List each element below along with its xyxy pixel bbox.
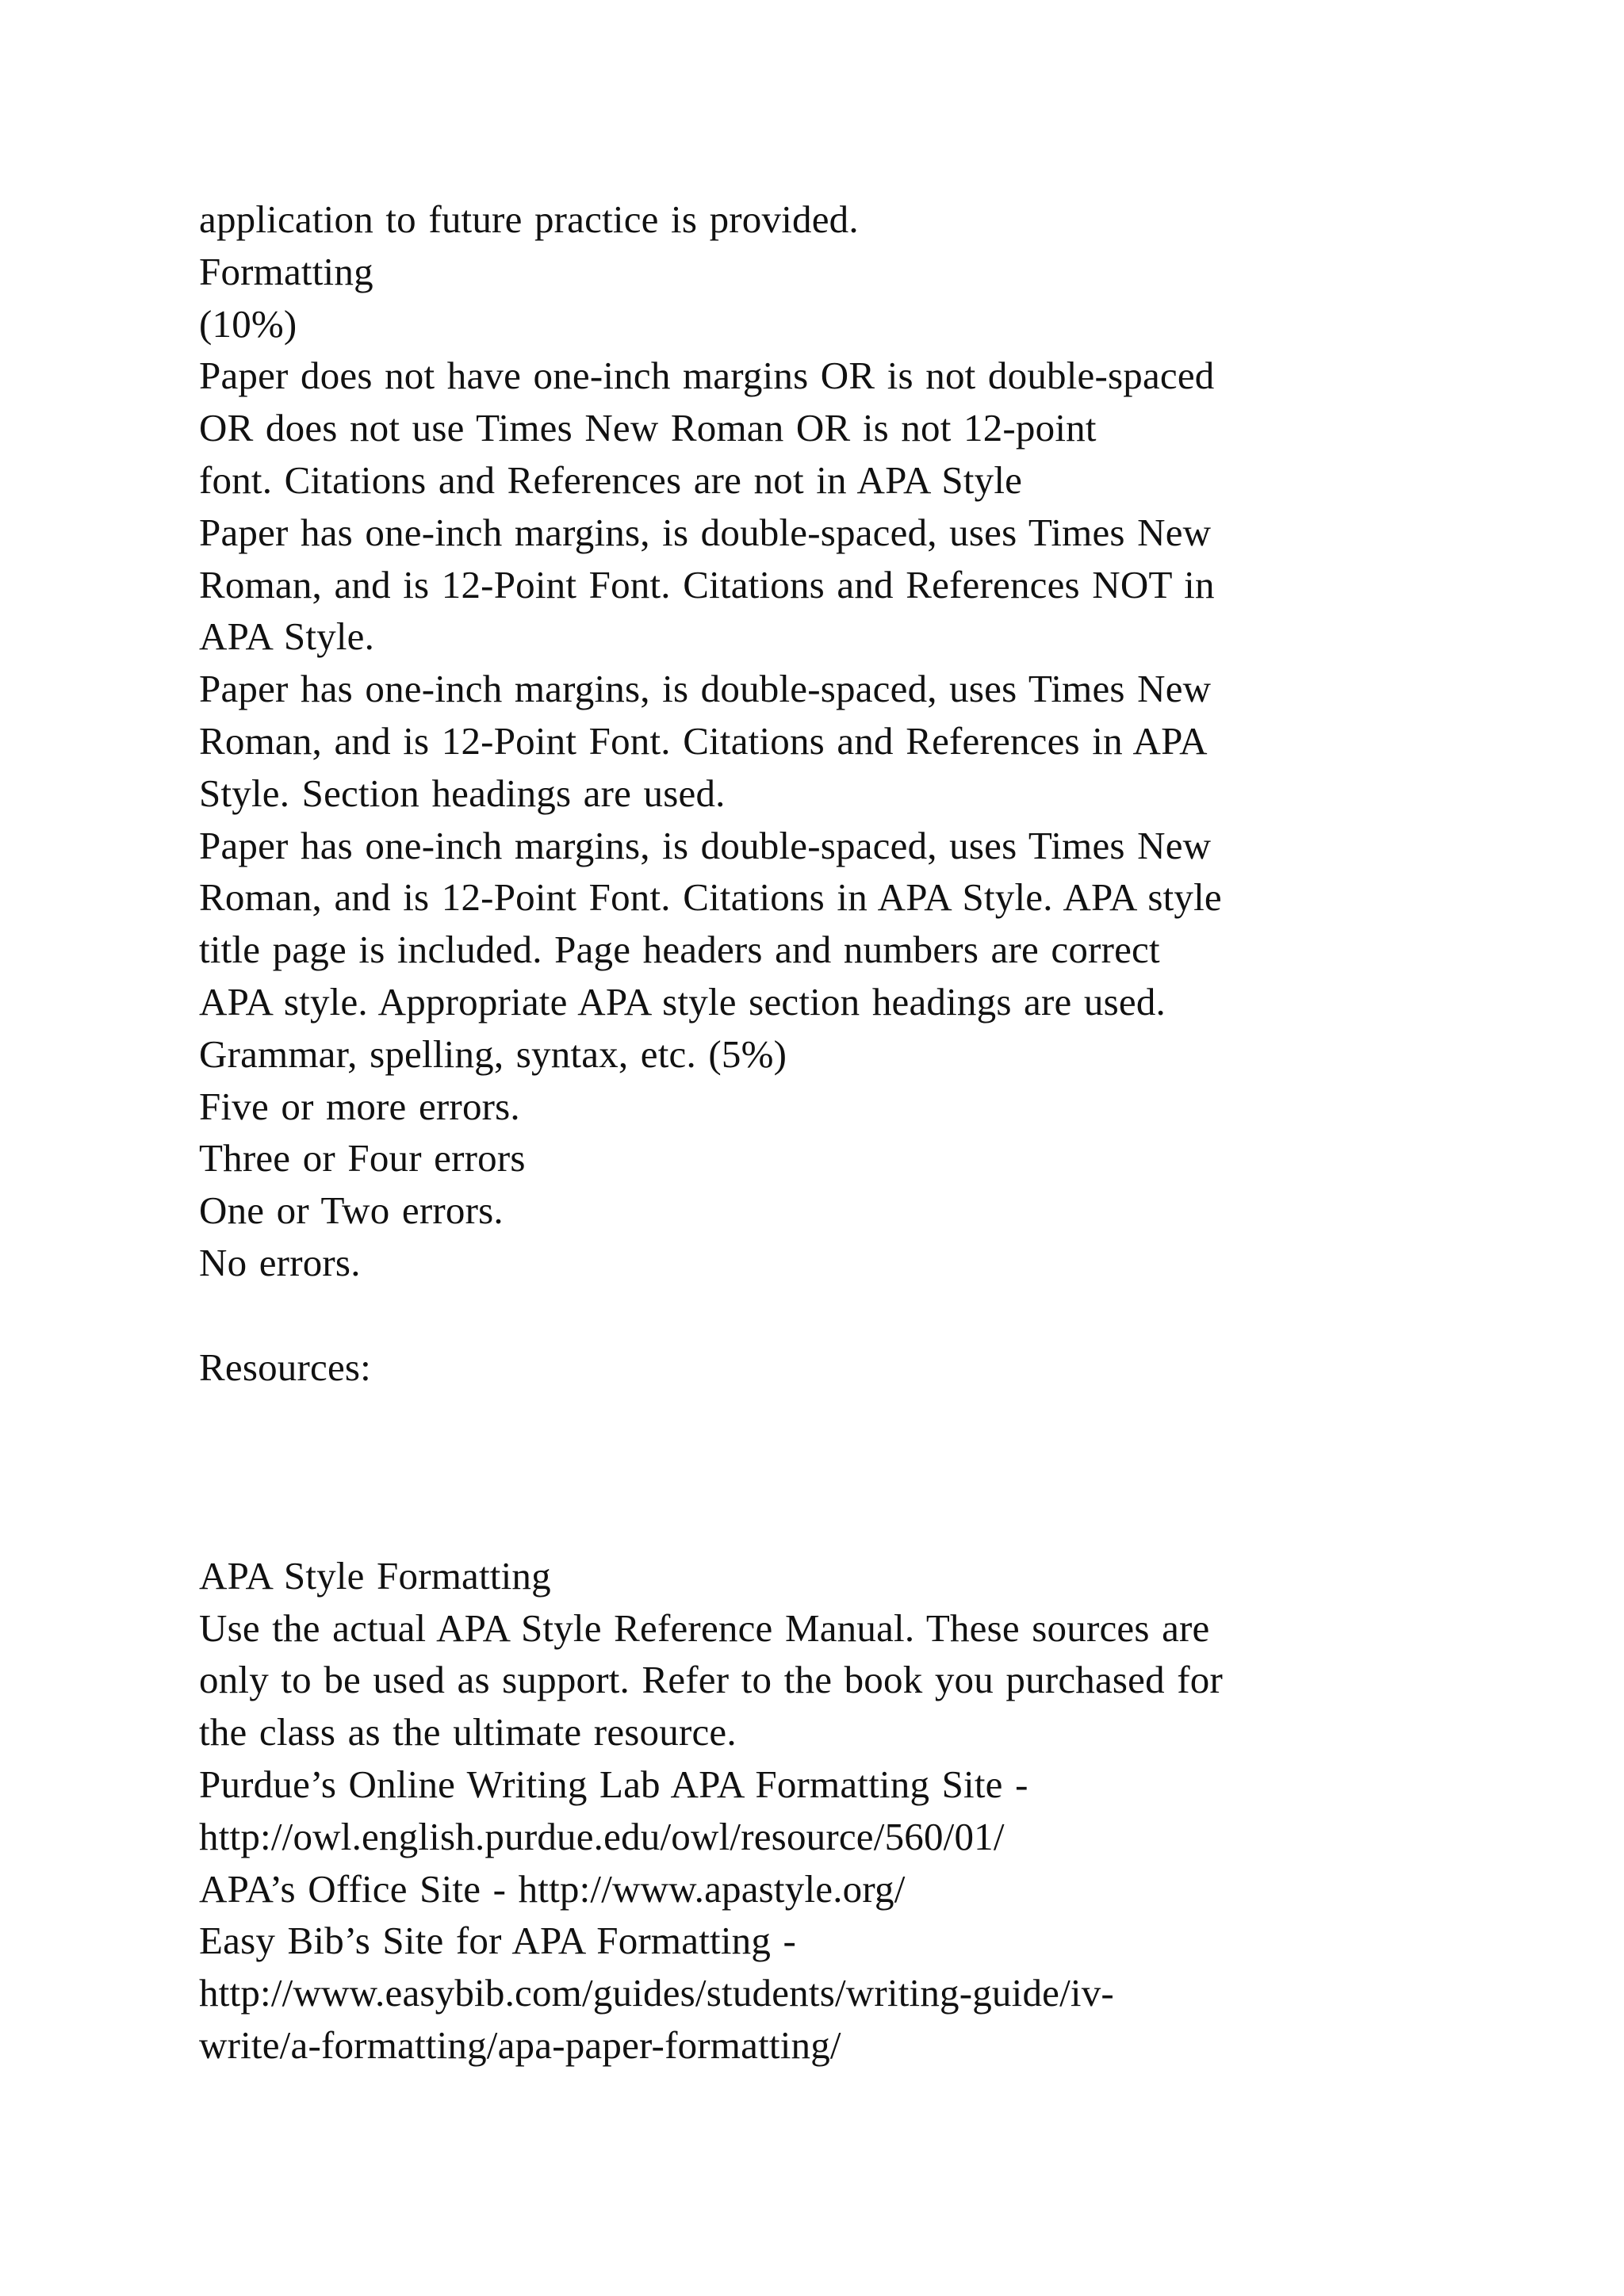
text-line: the class as the ultimate resource.: [199, 1710, 737, 1755]
text-line: Style. Section headings are used.: [199, 771, 726, 815]
text-line: Roman, and is 12-Point Font. Citations and References in APA: [199, 718, 1208, 763]
text-line: only to be used as support. Refer to the book you purchased for: [199, 1658, 1224, 1702]
blank-line: [199, 1445, 1468, 1498]
text-line: write/a-formatting/apa-paper-formatting/: [199, 2022, 841, 2067]
text-line: Five or more errors.: [199, 1084, 520, 1128]
text-line: Three or Four errors: [199, 1136, 526, 1181]
text-line: Resources:: [199, 1345, 371, 1389]
text-line: Paper does not have one-inch margins OR is not double-spaced: [199, 354, 1215, 398]
text-line: Formatting: [199, 249, 373, 293]
text-line: http://www.easybib.com/guides/students/writing-guide/iv-: [199, 1971, 1114, 2015]
text-line: One or Two errors.: [199, 1188, 504, 1233]
text-line: APA Style.: [199, 614, 375, 659]
text-line: Paper has one-inch margins, is double-spaced, uses Times New: [199, 510, 1212, 554]
text-line: Paper has one-inch margins, is double-spaced, uses Times New: [199, 823, 1212, 867]
text-line: Use the actual APA Style Reference Manual. These sources are: [199, 1605, 1210, 1650]
blank-line: [199, 1393, 1468, 1445]
text-line: OR does not use Times New Roman OR is not 12-point: [199, 406, 1097, 450]
text-line: application to future practice is provided.: [199, 197, 859, 241]
text-line: APA’s Office Site - http://www.apastyle.org/: [199, 1866, 906, 1911]
text-line: (10%): [199, 301, 297, 346]
text-line: No errors.: [199, 1240, 361, 1284]
blank-line: [199, 1289, 1468, 1341]
text-line: font. Citations and References are not in APA Style: [199, 457, 1023, 502]
text-line: http://owl.english.purdue.edu/owl/resource/560/01/: [199, 1814, 1005, 1858]
document-body: [199, 193, 1468, 2072]
text-line: Grammar, spelling, syntax, etc. (5%): [199, 1031, 787, 1076]
text-line: title page is included. Page headers and numbers are correct: [199, 928, 1160, 972]
text-line: Purdue’s Online Writing Lab APA Formatting Site -: [199, 1762, 1028, 1806]
text-line: Paper has one-inch margins, is double-spaced, uses Times New: [199, 667, 1212, 711]
blank-line: [199, 1498, 1468, 1550]
text-line: Easy Bib’s Site for APA Formatting -: [199, 1919, 796, 1963]
text-line: Roman, and is 12-Point Font. Citations and References NOT in: [199, 562, 1215, 607]
text-line: Roman, and is 12-Point Font. Citations in APA Style. APA style: [199, 875, 1222, 920]
text-line: APA style. Appropriate APA style section headings are used.: [199, 979, 1166, 1024]
text-line: APA Style Formatting: [199, 1553, 551, 1598]
